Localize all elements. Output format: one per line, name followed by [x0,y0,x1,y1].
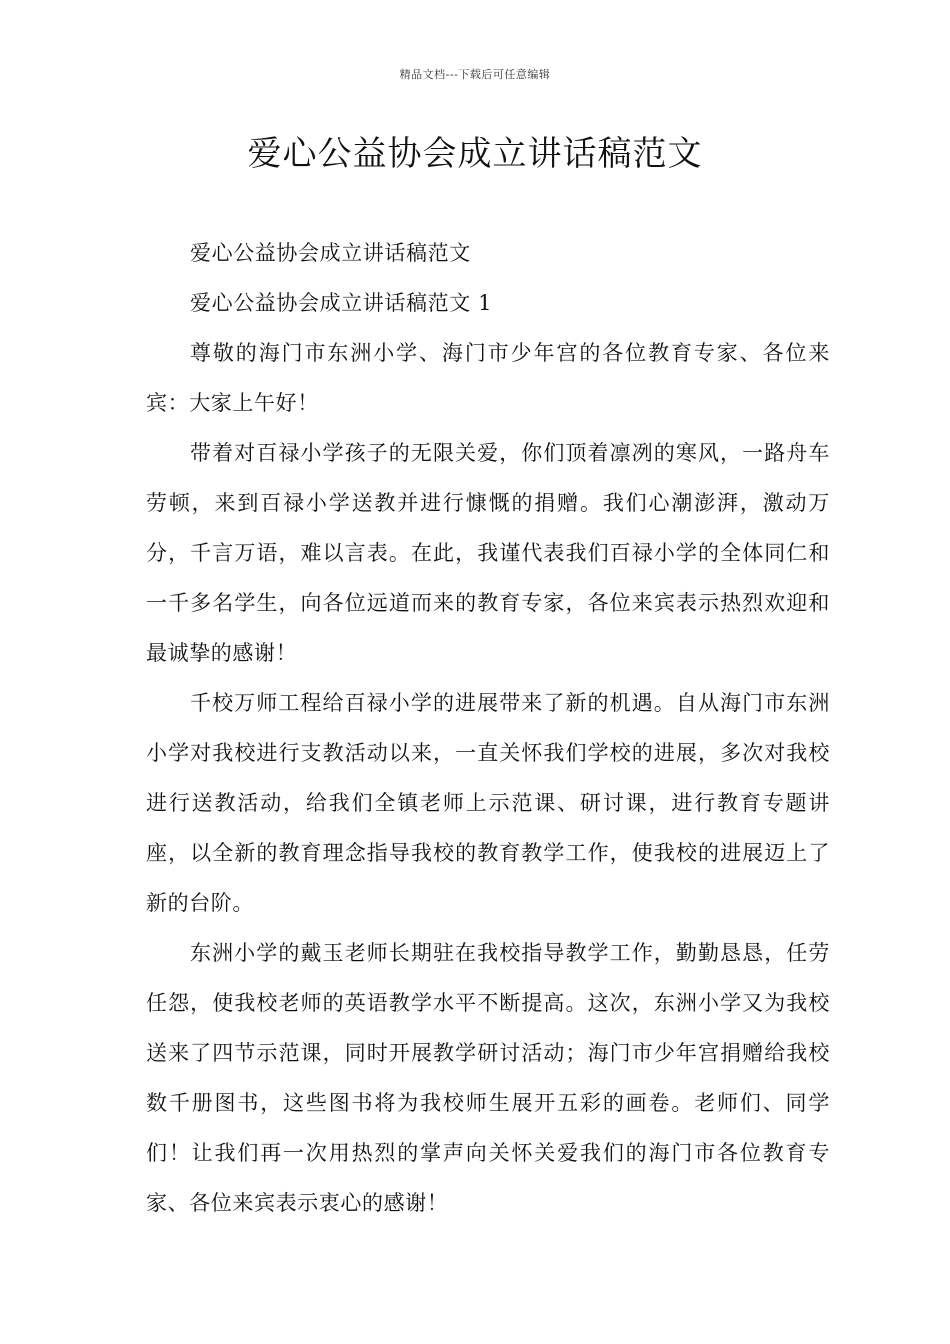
paragraph: 带着对百禄小学孩子的无限关爱，你们顶着凛冽的寒风，一路舟车劳顿，来到百禄小学送教并进行慷慨的捐赠。我们心潮澎湃，激动万分，千言万语，难以言表。在此，我谨代表我们百禄小学的全体同仁和一千多名学生，向各位远道而来的教育专家，各位来宾表示热烈欢迎和最诚挚的感谢！ [146,441,830,665]
header-note: 精品文档---下载后可任意编辑 [399,68,551,81]
paragraph: 尊敬的海门市东洲小学、海门市少年宫的各位教育专家、各位来宾：大家上午好！ [146,341,830,415]
paragraph: 千校万师工程给百禄小学的进展带来了新的机遇。自从海门市东洲小学对我校进行支教活动以来，一直关怀我们学校的进展，多次对我校进行送教活动，给我们全镇老师上示范课、研讨课，进行教育专题讲座，以全新的教育理念指导我校的教育教学工作，使我校的进展迈上了新的台阶。 [146,691,830,915]
document-title: 爱心公益协会成立讲话稿范文 [247,134,703,174]
paragraph: 爱心公益协会成立讲话稿范文 1 [190,291,493,315]
paragraph: 爱心公益协会成立讲话稿范文 [190,241,471,265]
paragraph: 东洲小学的戴玉老师长期驻在我校指导教学工作，勤勤恳恳，任劳任怨，使我校老师的英语教学水平不断提高。这次，东洲小学又为我校送来了四节示范课，同时开展教学研讨活动；海门市少年宫捐赠给我校数千册图书，这些图书将为我校师生展开五彩的画卷。老师们、同学们！让我们再一次用热烈的掌声向关怀关爱我们的海门市各位教育专家、各位来宾表示衷心的感谢！ [146,941,830,1215]
document-body [146,228,830,1228]
